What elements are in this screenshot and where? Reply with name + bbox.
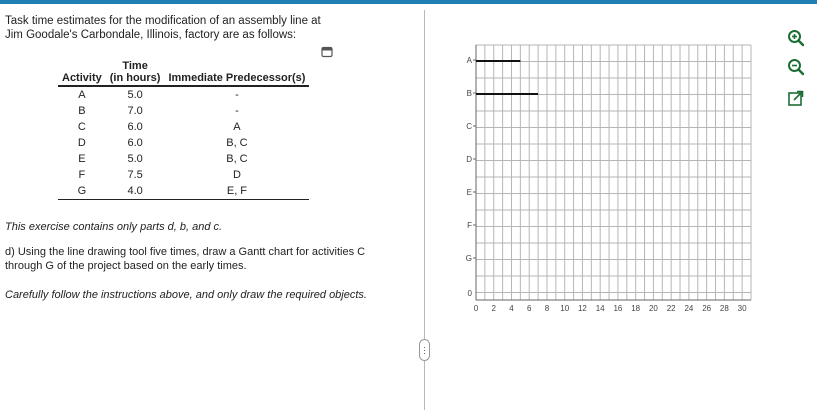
cell-activity: C (77, 121, 86, 133)
x-tick-label: 20 (648, 304, 658, 313)
x-tick-label: 14 (595, 304, 605, 313)
cell-activity: F (78, 169, 86, 181)
cell-predecessors: B, C (226, 153, 248, 165)
panel-resize-handle[interactable] (419, 339, 430, 361)
gantt-chart[interactable] (440, 30, 780, 320)
x-tick-label: 0 (473, 304, 479, 313)
x-tick-label: 16 (613, 304, 623, 313)
x-tick-label: 12 (577, 304, 587, 313)
cell-predecessors: D (232, 169, 241, 181)
part-d-line-2: through G of the project based on the early times. (5, 260, 247, 272)
y-tick-label: A (466, 56, 472, 65)
cell-time: 5.0 (127, 89, 143, 101)
zoom-out-icon[interactable] (786, 57, 806, 77)
cell-time: 7.0 (127, 105, 143, 117)
exercise-note: This exercise contains only parts d, b, and c. (5, 221, 223, 233)
cell-activity: D (77, 137, 86, 149)
x-tick-label: 22 (666, 304, 676, 313)
cell-time: 5.0 (127, 153, 143, 165)
x-tick-label: 24 (684, 304, 694, 313)
col-header-time: Time (122, 60, 148, 72)
table-row (58, 103, 309, 119)
part-d-prompt (5, 245, 405, 273)
y-tick-label: E (466, 188, 472, 197)
drawing-instruction: Carefully follow the instructions above, and only draw the required objects. (5, 289, 367, 301)
popout-icon[interactable] (786, 88, 806, 108)
part-d-line-1: d) Using the line drawing tool five times, draw a Gantt chart for activities C (5, 246, 366, 258)
y-tick-label: C (466, 122, 472, 131)
y-tick-label: B (466, 89, 472, 98)
x-tick-label: 4 (509, 304, 514, 313)
table-row (58, 86, 309, 103)
x-tick-label: 2 (491, 304, 496, 313)
task-table (58, 60, 309, 200)
cell-activity: E (78, 153, 86, 165)
table-row (58, 151, 309, 167)
cell-activity: G (58, 183, 106, 200)
table-row (58, 167, 309, 183)
cell-predecessors: A (233, 121, 241, 133)
zoom-in-icon[interactable] (786, 28, 806, 48)
x-tick-label: 18 (631, 304, 641, 313)
table-row (58, 119, 309, 135)
table-row (58, 135, 309, 151)
x-tick-label: 8 (544, 304, 550, 313)
intro-line-2: Jim Goodale's Carbondale, Illinois, factory are as follows: (5, 29, 297, 41)
cell-activity: B (78, 105, 86, 117)
cell-time: 6.0 (127, 137, 143, 149)
x-tick-label: 6 (526, 304, 532, 313)
cell-predecessors: - (235, 89, 239, 101)
y-tick-label: D (466, 155, 472, 164)
cell-activity: A (78, 89, 86, 101)
x-tick-label: 26 (702, 304, 712, 313)
x-tick-label: 10 (560, 304, 570, 313)
question-intro (5, 14, 321, 42)
cell-predecessors: E, F (164, 183, 309, 200)
col-header-time-units: (in hours) (106, 72, 165, 86)
y-tick-label: G (465, 254, 472, 263)
table-row (58, 183, 309, 200)
col-header-activity: Activity (58, 72, 106, 86)
question-panel (0, 4, 424, 414)
col-header-predecessors: Immediate Predecessor(s) (164, 72, 309, 86)
y-zero-label: 0 (467, 289, 472, 298)
cell-predecessors: B, C (226, 137, 248, 149)
cell-time: 6.0 (127, 121, 143, 133)
x-tick-label: 28 (719, 304, 729, 313)
y-tick-label: F (467, 221, 472, 230)
cell-time: 7.5 (127, 169, 143, 181)
cell-time: 4.0 (106, 183, 165, 200)
intro-line-1: Task time estimates for the modification of an assembly line at (5, 15, 321, 27)
copy-data-icon[interactable] (321, 46, 333, 58)
x-tick-label: 30 (737, 304, 747, 313)
cell-predecessors: - (235, 105, 239, 117)
